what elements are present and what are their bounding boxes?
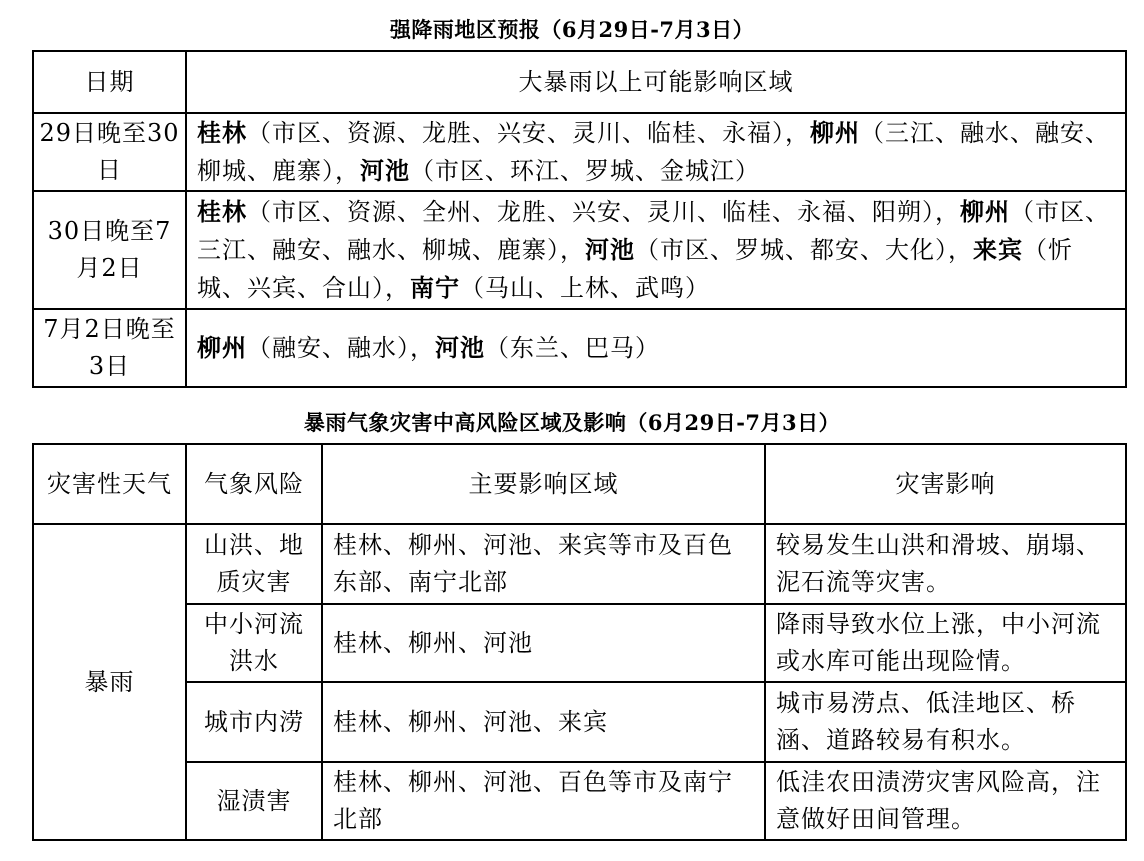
rainstorm-risk-table — [32, 443, 1127, 841]
area-cell — [186, 113, 1126, 191]
area-cell: 桂林、柳州、河池、百色等市及南宁北部 — [322, 762, 765, 840]
header-date: 日期 — [33, 51, 186, 113]
table-row — [33, 113, 1126, 191]
city-name: 河池 — [360, 156, 410, 185]
risk-cell: 湿渍害 — [186, 762, 322, 840]
risk-cell: 中小河流洪水 — [186, 604, 322, 682]
table-header-row — [33, 51, 1126, 113]
header-hazardous-weather: 灾害性天气 — [33, 444, 186, 524]
impact-cell: 城市易涝点、低洼地区、桥涵、道路较易有积水。 — [765, 682, 1126, 762]
header-main-area: 主要影响区域 — [322, 444, 765, 524]
area-cell: 桂林、柳州、河池、来宾等市及百色东部、南宁北部 — [322, 524, 765, 604]
risk-cell: 山洪、地质灾害 — [186, 524, 322, 604]
impact-cell: 降雨导致水位上涨，中小河流或水库可能出现险情。 — [765, 604, 1126, 682]
table-row — [33, 604, 1126, 682]
risk-table-title: 暴雨气象灾害中高风险区域及影响（6月29日-7月3日） — [303, 410, 841, 435]
date-cell: 30日晚至7月2日 — [33, 191, 186, 309]
forecast-table-title: 强降雨地区预报（6月29日-7月3日） — [389, 17, 755, 42]
county-list: （三江、融水、融安、柳城、鹿寨）， — [197, 119, 1110, 185]
area-cell: 桂林、柳州、河池 — [322, 604, 765, 682]
table-row — [33, 762, 1126, 840]
weather-type-cell: 暴雨 — [33, 524, 186, 840]
city-name: 桂林 — [197, 197, 247, 226]
county-list: （东兰、巴马） — [485, 334, 660, 362]
table-row — [33, 524, 1126, 604]
heavy-rain-forecast-table — [32, 50, 1127, 388]
area-cell: 桂林、柳州、河池、来宾 — [322, 682, 765, 762]
city-name: 南宁 — [410, 273, 460, 302]
table-row — [33, 682, 1126, 762]
county-list: （市区、三江、融安、融水、柳城、鹿寨）， — [197, 198, 1110, 264]
date-cell: 7月2日晚至3日 — [33, 309, 186, 387]
county-list: （忻城、兴宾、合山）， — [197, 236, 1073, 302]
area-cell — [186, 191, 1126, 309]
table-row — [33, 191, 1126, 309]
area-cell — [186, 309, 1126, 387]
county-list: （市区、资源、全州、龙胜、兴安、灵川、临桂、永福、阳朔）， — [247, 198, 960, 226]
city-name: 柳州 — [197, 333, 247, 362]
table-row — [33, 309, 1126, 387]
city-name: 柳州 — [960, 197, 1010, 226]
city-name: 桂林 — [197, 118, 247, 147]
risk-cell: 城市内涝 — [186, 682, 322, 762]
date-cell: 29日晚至30日 — [33, 113, 186, 191]
county-list: （马山、上林、武鸣） — [460, 274, 710, 302]
header-affected-area: 大暴雨以上可能影响区域 — [186, 51, 1126, 113]
impact-cell: 较易发生山洪和滑坡、崩塌、泥石流等灾害。 — [765, 524, 1126, 604]
county-list: （融安、融水）， — [247, 334, 435, 362]
city-name: 柳州 — [810, 118, 860, 147]
table-header-row — [33, 444, 1126, 524]
county-list: （市区、罗城、都安、大化）， — [635, 236, 973, 264]
city-name: 河池 — [435, 333, 485, 362]
impact-cell: 低洼农田渍涝灾害风险高，注意做好田间管理。 — [765, 762, 1126, 840]
header-weather-risk: 气象风险 — [186, 444, 322, 524]
city-name: 来宾 — [973, 235, 1023, 264]
header-disaster-impact: 灾害影响 — [765, 444, 1126, 524]
county-list: （市区、环江、罗城、金城江） — [410, 157, 760, 185]
city-name: 河池 — [585, 235, 635, 264]
county-list: （市区、资源、龙胜、兴安、灵川、临桂、永福）， — [247, 119, 810, 147]
